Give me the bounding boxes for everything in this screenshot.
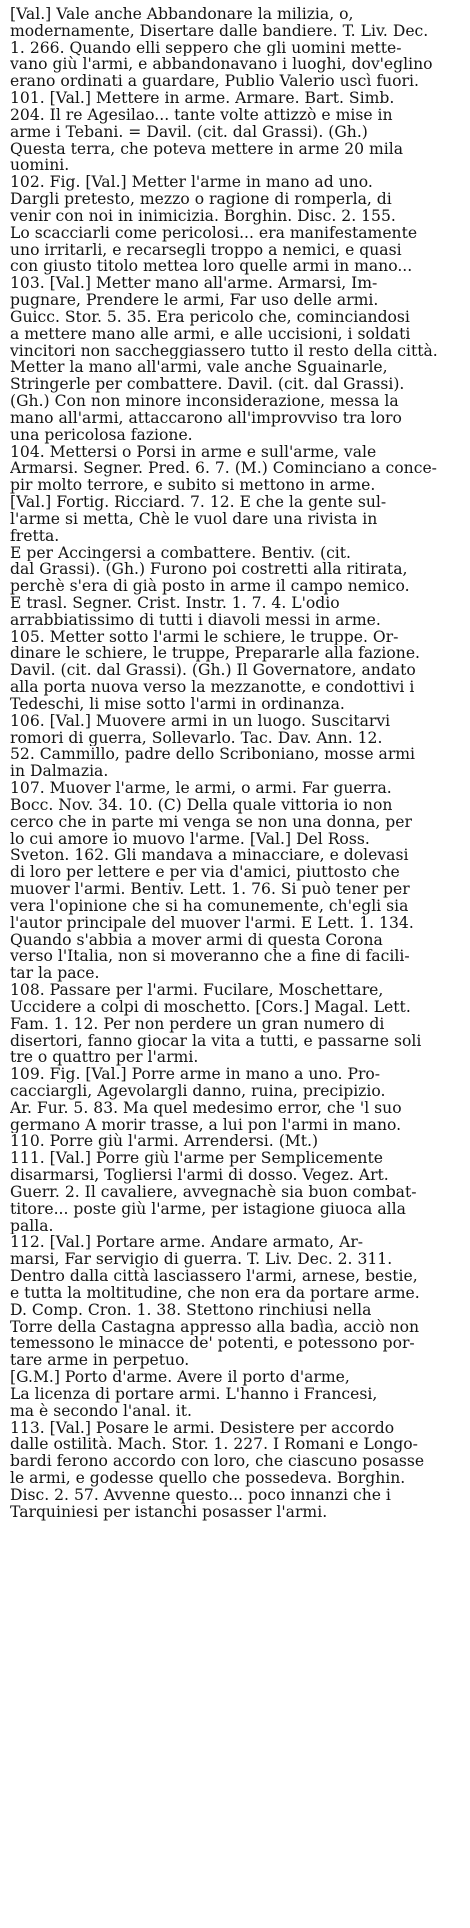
text-line: vano giù l'armi, e abbandonavano i luoghi, dov'eglino: [10, 56, 433, 74]
text-line: marsi, Far servigio di guerra. T. Liv. Dec. 2. 311.: [10, 1251, 393, 1269]
text-line: Disc. 2. 57. Avvenne questo... poco innanzi che i: [10, 1486, 391, 1504]
text-line: Questa terra, che poteva mettere in arme 20 mila: [10, 140, 404, 158]
text-line: Torre della Castagna appresso alla badìa, acciò non: [10, 1318, 420, 1336]
text-line: Bocc. Nov. 34. 10. (C) Della quale vittoria io non: [10, 796, 393, 814]
text-line: 101. [Val.] Mettere in arme. Armare. Bart. Simb.: [10, 90, 395, 107]
text-line: Guerr. 2. Il cavaliere, avvegnachè sia buon combat-: [10, 1183, 417, 1201]
text-line: Metter la mano all'armi, vale anche Sguainarle,: [10, 359, 388, 377]
text-line: 107. Muover l'arme, le armi, o armi. Far guerra.: [10, 780, 392, 797]
text-line: 104. Mettersi o Porsi in arme e sull'arme, vale: [10, 443, 377, 461]
text-line: [G.M.] Porto d'arme. Avere il porto d'arme,: [10, 1369, 350, 1386]
text-line: muover l'armi. Bentiv. Lett. 1. 76. Si può tener per: [10, 881, 410, 898]
text-line: (Gh.) Con non minore inconsiderazione, messa la: [10, 393, 399, 410]
text-line: arrabbiatissimo di tutti i diavoli messi in arme.: [10, 611, 381, 629]
text-line: vincitori non saccheggiassero tutto il resto della città.: [10, 342, 438, 360]
text-line: ma è secondo l'anal. it.: [10, 1402, 192, 1420]
text-line: dinare le schiere, le truppe, Prepararle alla fazione.: [10, 645, 420, 663]
text-line: Stringerle per combattere. Davil. (cit. dal Grassi).: [10, 376, 405, 394]
text-line: disertori, fanno giocar la vita a tutti, e passarne soli: [10, 1032, 422, 1050]
text-line: Sveton. 162. Gli mandava a minacciare, e dolevasi: [10, 847, 409, 865]
text-line: Lo scacciarli come pericolosi... era manifestamente: [10, 224, 418, 242]
text-line: venir con noi in inimicizia. Borghin. Disc. 2. 155.: [10, 207, 396, 225]
text-line: 102. Fig. [Val.] Metter l'arme in mano ad uno.: [10, 174, 373, 192]
text-line: di loro per lettere e per via d'amici, piuttosto che: [10, 864, 400, 882]
text-line: vera l'opinione che si ha comunemente, ch'egli sia: [10, 897, 409, 915]
text-line: temessono le minacce de' potenti, e potessono por-: [10, 1335, 415, 1353]
text-line: Dentro dalla città lasciassero l'armi, arnese, bestie,: [10, 1268, 418, 1285]
text-line: dal Grassi). (Gh.) Furono poi costretti alla ritirata,: [10, 561, 408, 579]
text-line: germano A morir trasse, a lui pon l'armi in mano.: [10, 1116, 402, 1134]
text-line: E per Accingersi a combattere. Bentiv. (cit.: [10, 544, 352, 562]
text-line: D. Comp. Cron. 1. 38. Stettono rinchiusi nella: [10, 1301, 372, 1319]
text-line: Armarsi. Segner. Pred. 6. 7. (M.) Cominciano a conce-: [10, 460, 437, 478]
text-line: 103. [Val.] Metter mano all'arme. Armarsi, Im-: [10, 275, 378, 293]
text-line: 52. Cammillo, padre dello Scriboniano, mosse armi: [10, 746, 416, 764]
text-line: 1. 266. Quando elli seppero che gli uomini mette-: [10, 39, 402, 57]
text-line: con giusto titolo mettea loro quelle armi in mano...: [10, 258, 413, 276]
text-line: romori di guerra, Sollevarlo. Tac. Dav. Ann. 12.: [10, 729, 383, 747]
text-line: verso l'Italia, non si moveranno che a fine di facili-: [10, 948, 410, 966]
text-line: arme i Tebani. = Davil. (cit. dal Grassi). (Gh.): [10, 123, 368, 141]
text-line: titore... poste giù l'arme, per istagione giuoca alla: [10, 1200, 406, 1218]
text-line: 111. [Val.] Porre giù l'arme per Semplicemente: [10, 1150, 383, 1168]
text-line: 110. Porre giù l'armi. Arrendersi. (Mt.): [10, 1133, 319, 1151]
text-line: 109. Fig. [Val.] Porre arme in mano a uno. Pro-: [10, 1066, 381, 1083]
text-line: a mettere mano alle armi, e alle uccisioni, i soldati: [10, 325, 411, 343]
text-line: Uccidere a colpi di moschetto. [Cors.] Magal. Lett.: [10, 998, 411, 1016]
text-line: 106. [Val.] Muovere armi in un luogo. Suscitarvi: [10, 712, 391, 730]
text-line: perchè s'era di già posto in arme il campo nemico.: [10, 578, 410, 595]
text-line: 105. Metter sotto l'armi le schiere, le truppe. Or-: [10, 628, 399, 646]
text-line: disarmarsi, Togliersi l'armi di dosso. Vegez. Art.: [10, 1167, 389, 1184]
text-line: cerco che in parte mi venga se non una donna, per: [10, 813, 412, 831]
text-line: alla porta nuova verso la mezzanotte, e condottivi i: [10, 679, 415, 696]
text-line: Davil. (cit. dal Grassi). (Gh.) Il Governatore, andato: [10, 662, 416, 680]
text-line: Guicc. Stor. 5. 35. Era pericolo che, cominciandosi: [10, 308, 410, 326]
text-line: in Dalmazia.: [10, 763, 109, 781]
text-line: uomini.: [10, 157, 70, 175]
text-line: pir molto terrore, e subito si mettono in arme.: [10, 477, 376, 495]
text-line: l'autor principale del muover l'armi. E Lett. 1. 134.: [10, 914, 414, 932]
text-line: Tedeschi, li mise sotto l'armi in ordinanza.: [10, 695, 345, 713]
text-line: palla.: [10, 1217, 54, 1235]
text-line: tar la pace.: [10, 965, 100, 983]
text-line: l'arme si metta, Chè le vuol dare una rivista in: [10, 510, 378, 528]
text-line: Dargli pretesto, mezzo o ragione di romperla, di: [10, 191, 392, 208]
text-line: una pericolosa fazione.: [10, 426, 193, 444]
text-line: 113. [Val.] Posare le armi. Desistere per accordo: [10, 1419, 395, 1437]
text-line: Ar. Fur. 5. 83. Ma quel medesimo error, che 'l suo: [10, 1099, 402, 1117]
text-line: erano ordinati a guardare, Publio Valerio uscì fuori.: [10, 73, 419, 91]
text-line: La licenza di portare armi. L'hanno i Francesi,: [10, 1385, 378, 1403]
text-line: mano all'armi, attaccarono all'improvviso tra loro: [10, 409, 402, 427]
dictionary-column: [10, 6, 464, 1521]
text-line: E trasl. Segner. Crist. Instr. 1. 7. 4. L'odio: [10, 594, 340, 612]
text-line: [Val.] Vale anche Abbandonare la milizia, o,: [10, 6, 354, 23]
text-line: cacciargli, Agevolargli danno, ruina, precipizio.: [10, 1083, 386, 1100]
text-line: [Val.] Fortig. Ricciard. 7. 12. E che la gente sul-: [10, 494, 387, 511]
text-line: le armi, e godesse quello che possedeva. Borghin.: [10, 1470, 406, 1487]
text-line: Quando s'abbia a mover armi di questa Corona: [10, 931, 383, 949]
text-line: modernamente, Disertare dalle bandiere. T. Liv. Dec.: [10, 22, 429, 40]
text-line: lo cui amore io muovo l'arme. [Val.] Del Ross.: [10, 830, 370, 848]
text-line: e tutta la moltitudine, che non era da portare arme.: [10, 1284, 420, 1302]
text-line: uno irritarli, e recarsegli troppo a nemici, e quasi: [10, 241, 402, 259]
text-line: tare arme in perpetuo.: [10, 1352, 190, 1370]
text-line: dalle ostilità. Mach. Stor. 1. 227. I Romani e Longo-: [10, 1436, 418, 1454]
text-line: 204. Il re Agesilao... tante volte attizzò e mise in: [10, 106, 393, 124]
text-line: pugnare, Prendere le armi, Far uso delle armi.: [10, 292, 379, 309]
text-line: Fam. 1. 12. Per non perdere un gran numero di: [10, 1015, 385, 1033]
text-line: bardi ferono accordo con loro, che ciascuno posasse: [10, 1453, 425, 1471]
text-line: Tarquiniesi per istanchi posasser l'armi.: [10, 1503, 328, 1521]
text-line: tre o quattro per l'armi.: [10, 1049, 199, 1067]
text-line: 108. Passare per l'armi. Fucilare, Moschettare,: [10, 982, 384, 999]
text-line: 112. [Val.] Portare arme. Andare armato, Ar-: [10, 1234, 364, 1252]
text-line: fretta.: [10, 527, 60, 545]
